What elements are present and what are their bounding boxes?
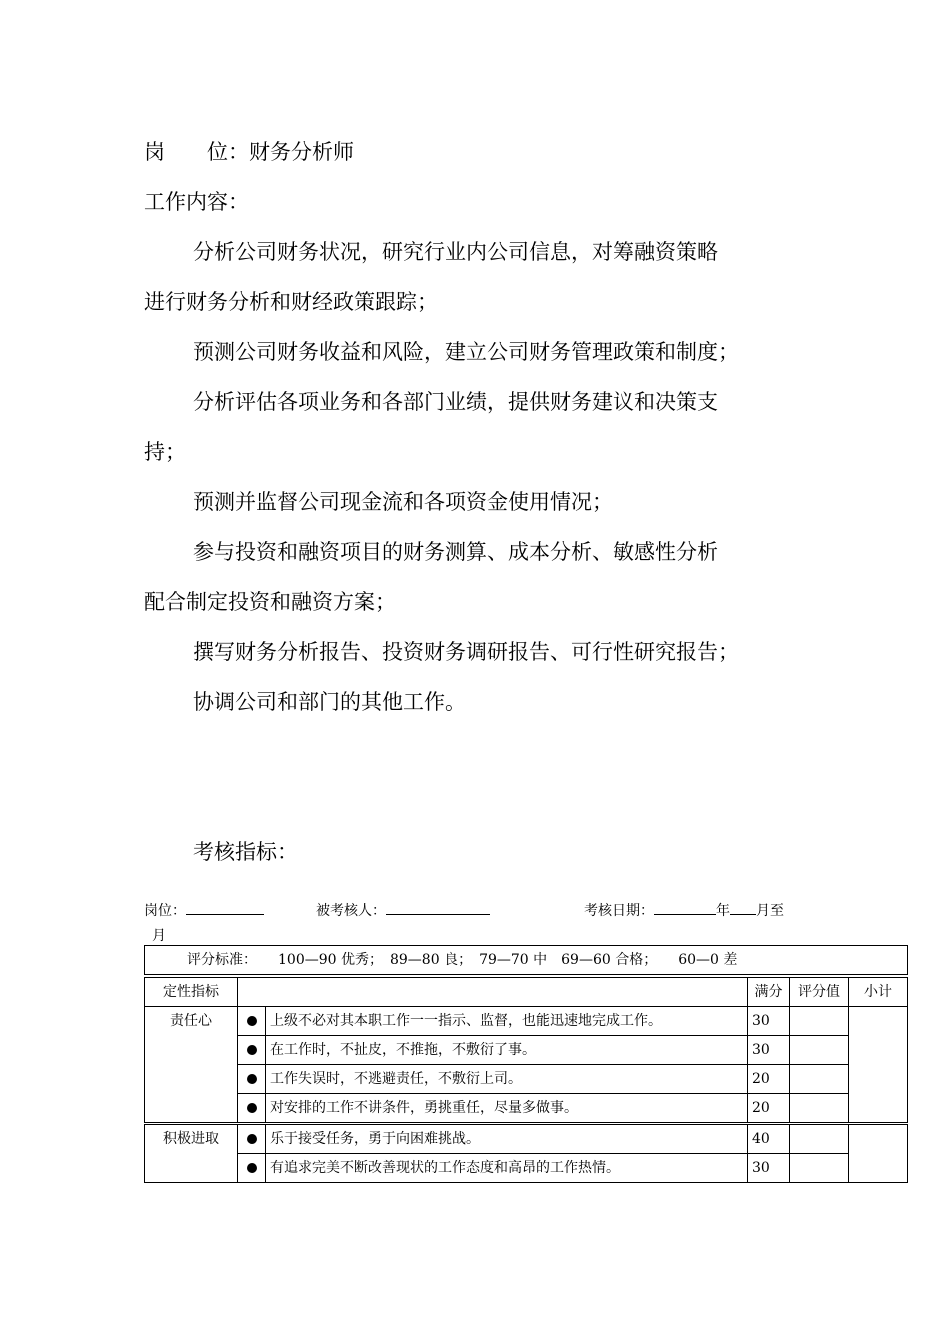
form-post-blank[interactable] <box>186 900 264 915</box>
duty-6-line1: 撰写财务分析报告、投资财务调研报告、可行性研究报告； <box>193 640 739 664</box>
item-text: 在工作时，不扯皮，不推拖，不敷衍了事。 <box>266 1036 748 1065</box>
group-name-responsibility: 责任心 <box>145 1007 238 1124</box>
header-full: 满分 <box>748 976 790 1007</box>
table-row <box>145 1036 908 1065</box>
item-full: 30 <box>748 1154 790 1183</box>
duty-4-line1: 预测并监督公司现金流和各项资金使用情况； <box>193 490 613 514</box>
scoring-standard-row <box>145 946 908 977</box>
item-score-input[interactable] <box>790 1065 849 1094</box>
item-text: 上级不必对其本职工作一一指示、监督，也能迅速地完成工作。 <box>266 1007 748 1036</box>
duty-1-line2: 进行财务分析和财经政策跟踪； <box>144 290 438 314</box>
form-month-blank[interactable] <box>730 900 756 915</box>
duty-7-line1: 协调公司和部门的其他工作。 <box>193 690 466 714</box>
form-assessee <box>316 900 490 920</box>
table-header-row <box>145 976 908 1007</box>
bullet-icon <box>238 1154 266 1183</box>
duty-3-line1: 分析评估各项业务和各部门业绩，提供财务建议和决策支 <box>193 390 718 414</box>
scoring-standard: 评分标准： 100—90 优秀； 89—80 良； 79—70 中 69—60 合格； 60—0 差 <box>145 946 908 977</box>
group-name-initiative: 积极进取 <box>145 1124 238 1183</box>
bullet-icon <box>238 1036 266 1065</box>
header-subtotal: 小计 <box>849 976 908 1007</box>
subtotal-cell[interactable] <box>849 1007 908 1124</box>
item-full: 20 <box>748 1065 790 1094</box>
form-post <box>144 900 264 920</box>
evaluation-table <box>144 945 908 1183</box>
form-month-label: 月 <box>152 928 166 944</box>
assessment-title: 考核指标： <box>193 840 298 864</box>
table-row <box>145 1124 908 1154</box>
content-label: 工作内容： <box>144 190 249 214</box>
bullet-icon <box>238 1094 266 1124</box>
table-row <box>145 1154 908 1183</box>
form-month-to-label: 月至 <box>756 903 784 919</box>
form-post-label: 岗位： <box>144 903 186 919</box>
post-label: 岗 位： <box>144 140 249 164</box>
table-row <box>145 1094 908 1124</box>
table-row <box>145 1065 908 1094</box>
subtotal-cell[interactable] <box>849 1124 908 1183</box>
item-score-input[interactable] <box>790 1036 849 1065</box>
item-full: 30 <box>748 1036 790 1065</box>
form-date <box>584 900 784 920</box>
item-score-input[interactable] <box>790 1007 849 1036</box>
bullet-icon <box>238 1007 266 1036</box>
item-full: 20 <box>748 1094 790 1124</box>
duty-2-line1: 预测公司财务收益和风险，建立公司财务管理政策和制度； <box>193 340 739 364</box>
item-text: 有追求完美不断改善现状的工作态度和高昂的工作热情。 <box>266 1154 748 1183</box>
item-full: 30 <box>748 1007 790 1036</box>
item-score-input[interactable] <box>790 1094 849 1124</box>
bullet-icon <box>238 1124 266 1154</box>
form-date-label: 考核日期： <box>584 903 654 919</box>
post-value: 财务分析师 <box>249 140 354 164</box>
table-row <box>145 1007 908 1036</box>
item-score-input[interactable] <box>790 1124 849 1154</box>
form-assessee-blank[interactable] <box>386 900 490 915</box>
item-text: 对安排的工作不讲条件，勇挑重任，尽量多做事。 <box>266 1094 748 1124</box>
post-line <box>144 136 354 166</box>
header-score: 评分值 <box>790 976 849 1007</box>
form-year-blank[interactable] <box>654 900 716 915</box>
item-text: 工作失误时，不逃避责任，不敷衍上司。 <box>266 1065 748 1094</box>
item-full: 40 <box>748 1124 790 1154</box>
bullet-icon <box>238 1065 266 1094</box>
item-text: 乐于接受任务，勇于向困难挑战。 <box>266 1124 748 1154</box>
item-score-input[interactable] <box>790 1154 849 1183</box>
header-indicator: 定性指标 <box>145 976 238 1007</box>
duty-1-line1: 分析公司财务状况，研究行业内公司信息，对筹融资策略 <box>193 240 718 264</box>
form-year-label: 年 <box>716 903 730 919</box>
duty-5-line2: 配合制定投资和融资方案； <box>144 590 396 614</box>
header-blank <box>238 976 748 1007</box>
duty-3-line2: 持； <box>144 440 186 464</box>
duty-5-line1: 参与投资和融资项目的财务测算、成本分析、敏感性分析 <box>193 540 718 564</box>
form-assessee-label: 被考核人： <box>316 903 386 919</box>
